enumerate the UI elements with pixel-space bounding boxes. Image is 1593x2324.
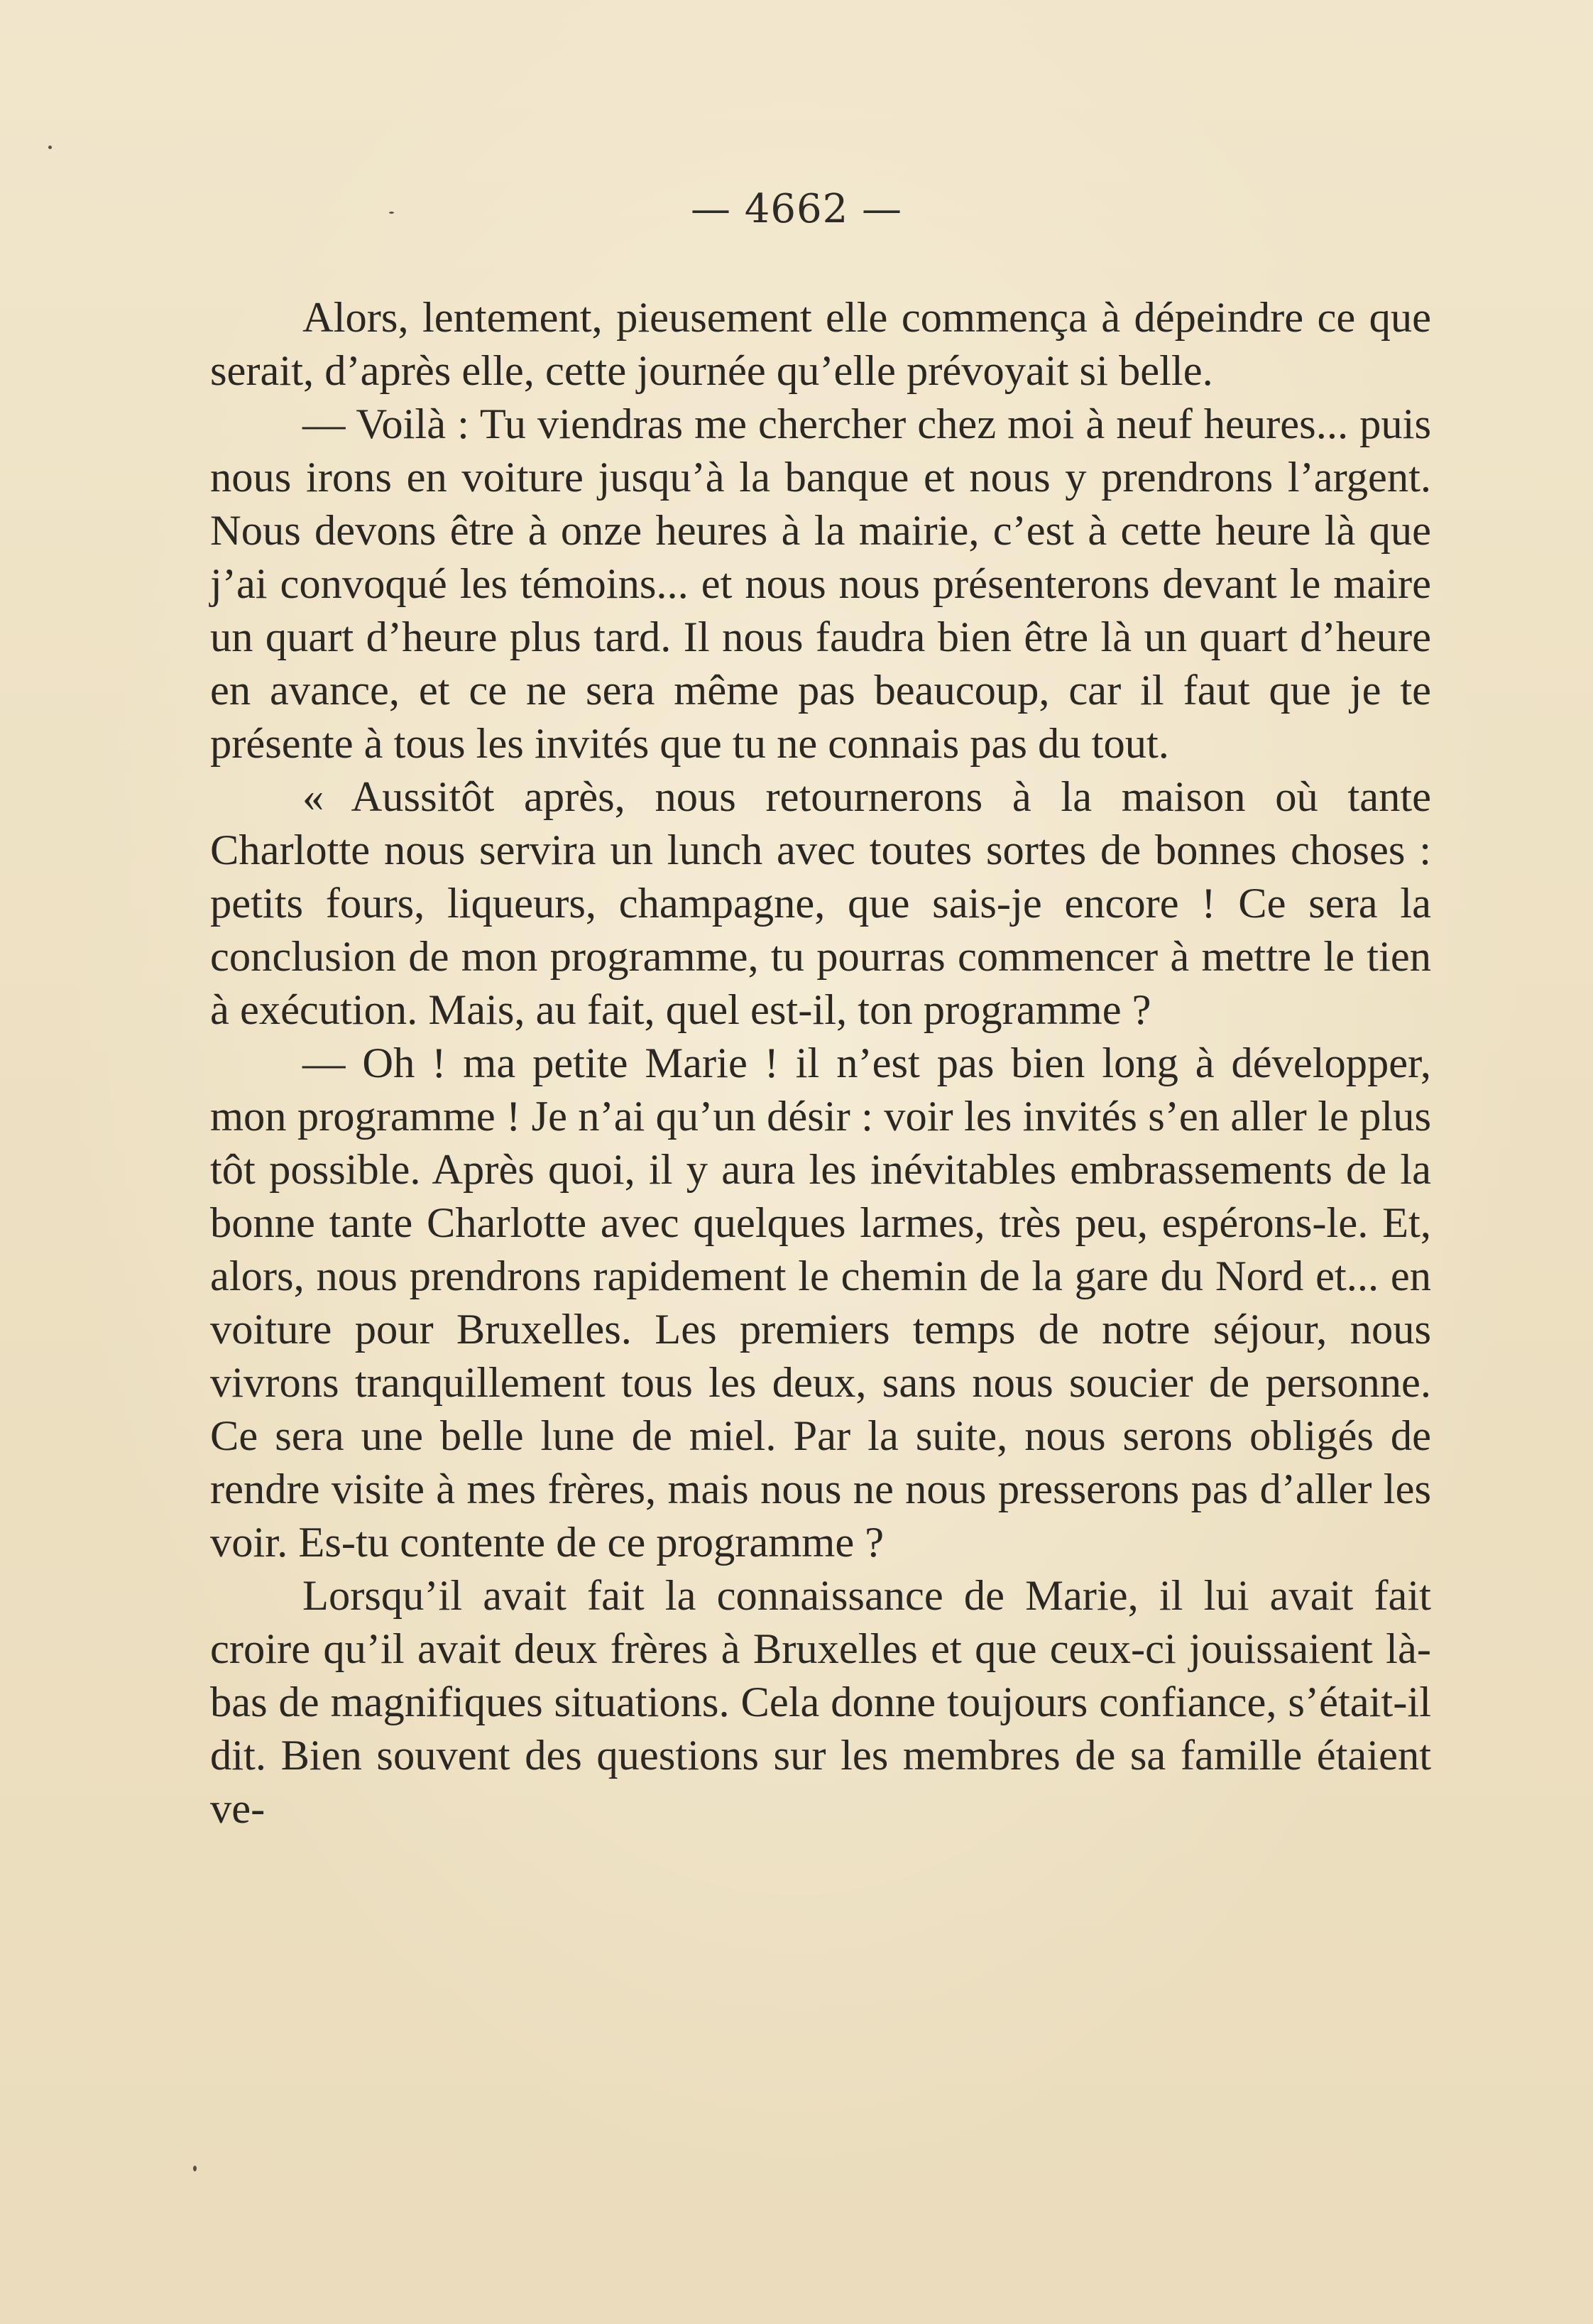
paragraph-2: — Voilà : Tu viendras me chercher chez moi à neuf heures... puis nous irons en voiture jusqu’à la banque et nous y prendrons l’argent. Nous devons être à onze heures à la mairie, c’est à cette heure là que j’ai convoqué les témoins... et nous nous présenterons devant le maire un quart d’heure plus tard. Il nous faudra bien être là un quart d’heure en avance, et ce ne sera même pas beaucoup, car il faut que je te présente à tous les invités que tu ne connais pas du tout. [210,400,1431,768]
print-speck [389,212,394,214]
page-number: — 4662 — [690,186,903,232]
body-text [210,291,1431,1835]
paragraph-5: Lorsqu’il avait fait la connaissance de Marie, il lui avait fait croire qu’il avait deux frères à Bruxelles et que ceux-ci jouissaient là-bas de magnifiques situations. Cela donne toujours confiance, s’était-il dit. Bien souvent des questions sur les membres de sa famille étaient ve- [210,1572,1431,1833]
paragraph-4: — Oh ! ma petite Marie ! il n’est pas bien long à développer, mon programme ! Je n’ai qu’un désir : voir les invités s’en aller le plus tôt possible. Après quoi, il y aura les inévitables embrassements de la bonne tante Charlotte avec quelques larmes, très peu, espérons-le. Et, alors, nous prendrons rapidement le chemin de la gare du Nord et... en voiture pour Bruxelles. Les premiers temps de notre séjour, nous vivrons tranquillement tous les deux, sans nous soucier de personne. Ce sera une belle lune de miel. Par la suite, nous serons obligés de rendre visite à mes frères, mais nous ne nous presserons pas d’aller les voir. Es-tu contente de ce programme ? [210,1040,1431,1566]
paragraph-3: « Aussitôt après, nous retournerons à la maison où tante Charlotte nous servira un lunch avec toutes sortes de bonnes choses : petits fours, liqueurs, champagne, que sais-je encore ! Ce sera la conclusion de mon programme, tu pourras commencer à mettre le tien à exécution. Mais, au fait, quel est-il, ton programme ? [210,773,1431,1034]
print-speck [193,2166,197,2171]
paragraph-1: Alors, lentement, pieusement elle commença à dépeindre ce que serait, d’après elle, cette journée qu’elle prévoyait si belle. [210,294,1431,395]
print-speck [48,146,52,149]
